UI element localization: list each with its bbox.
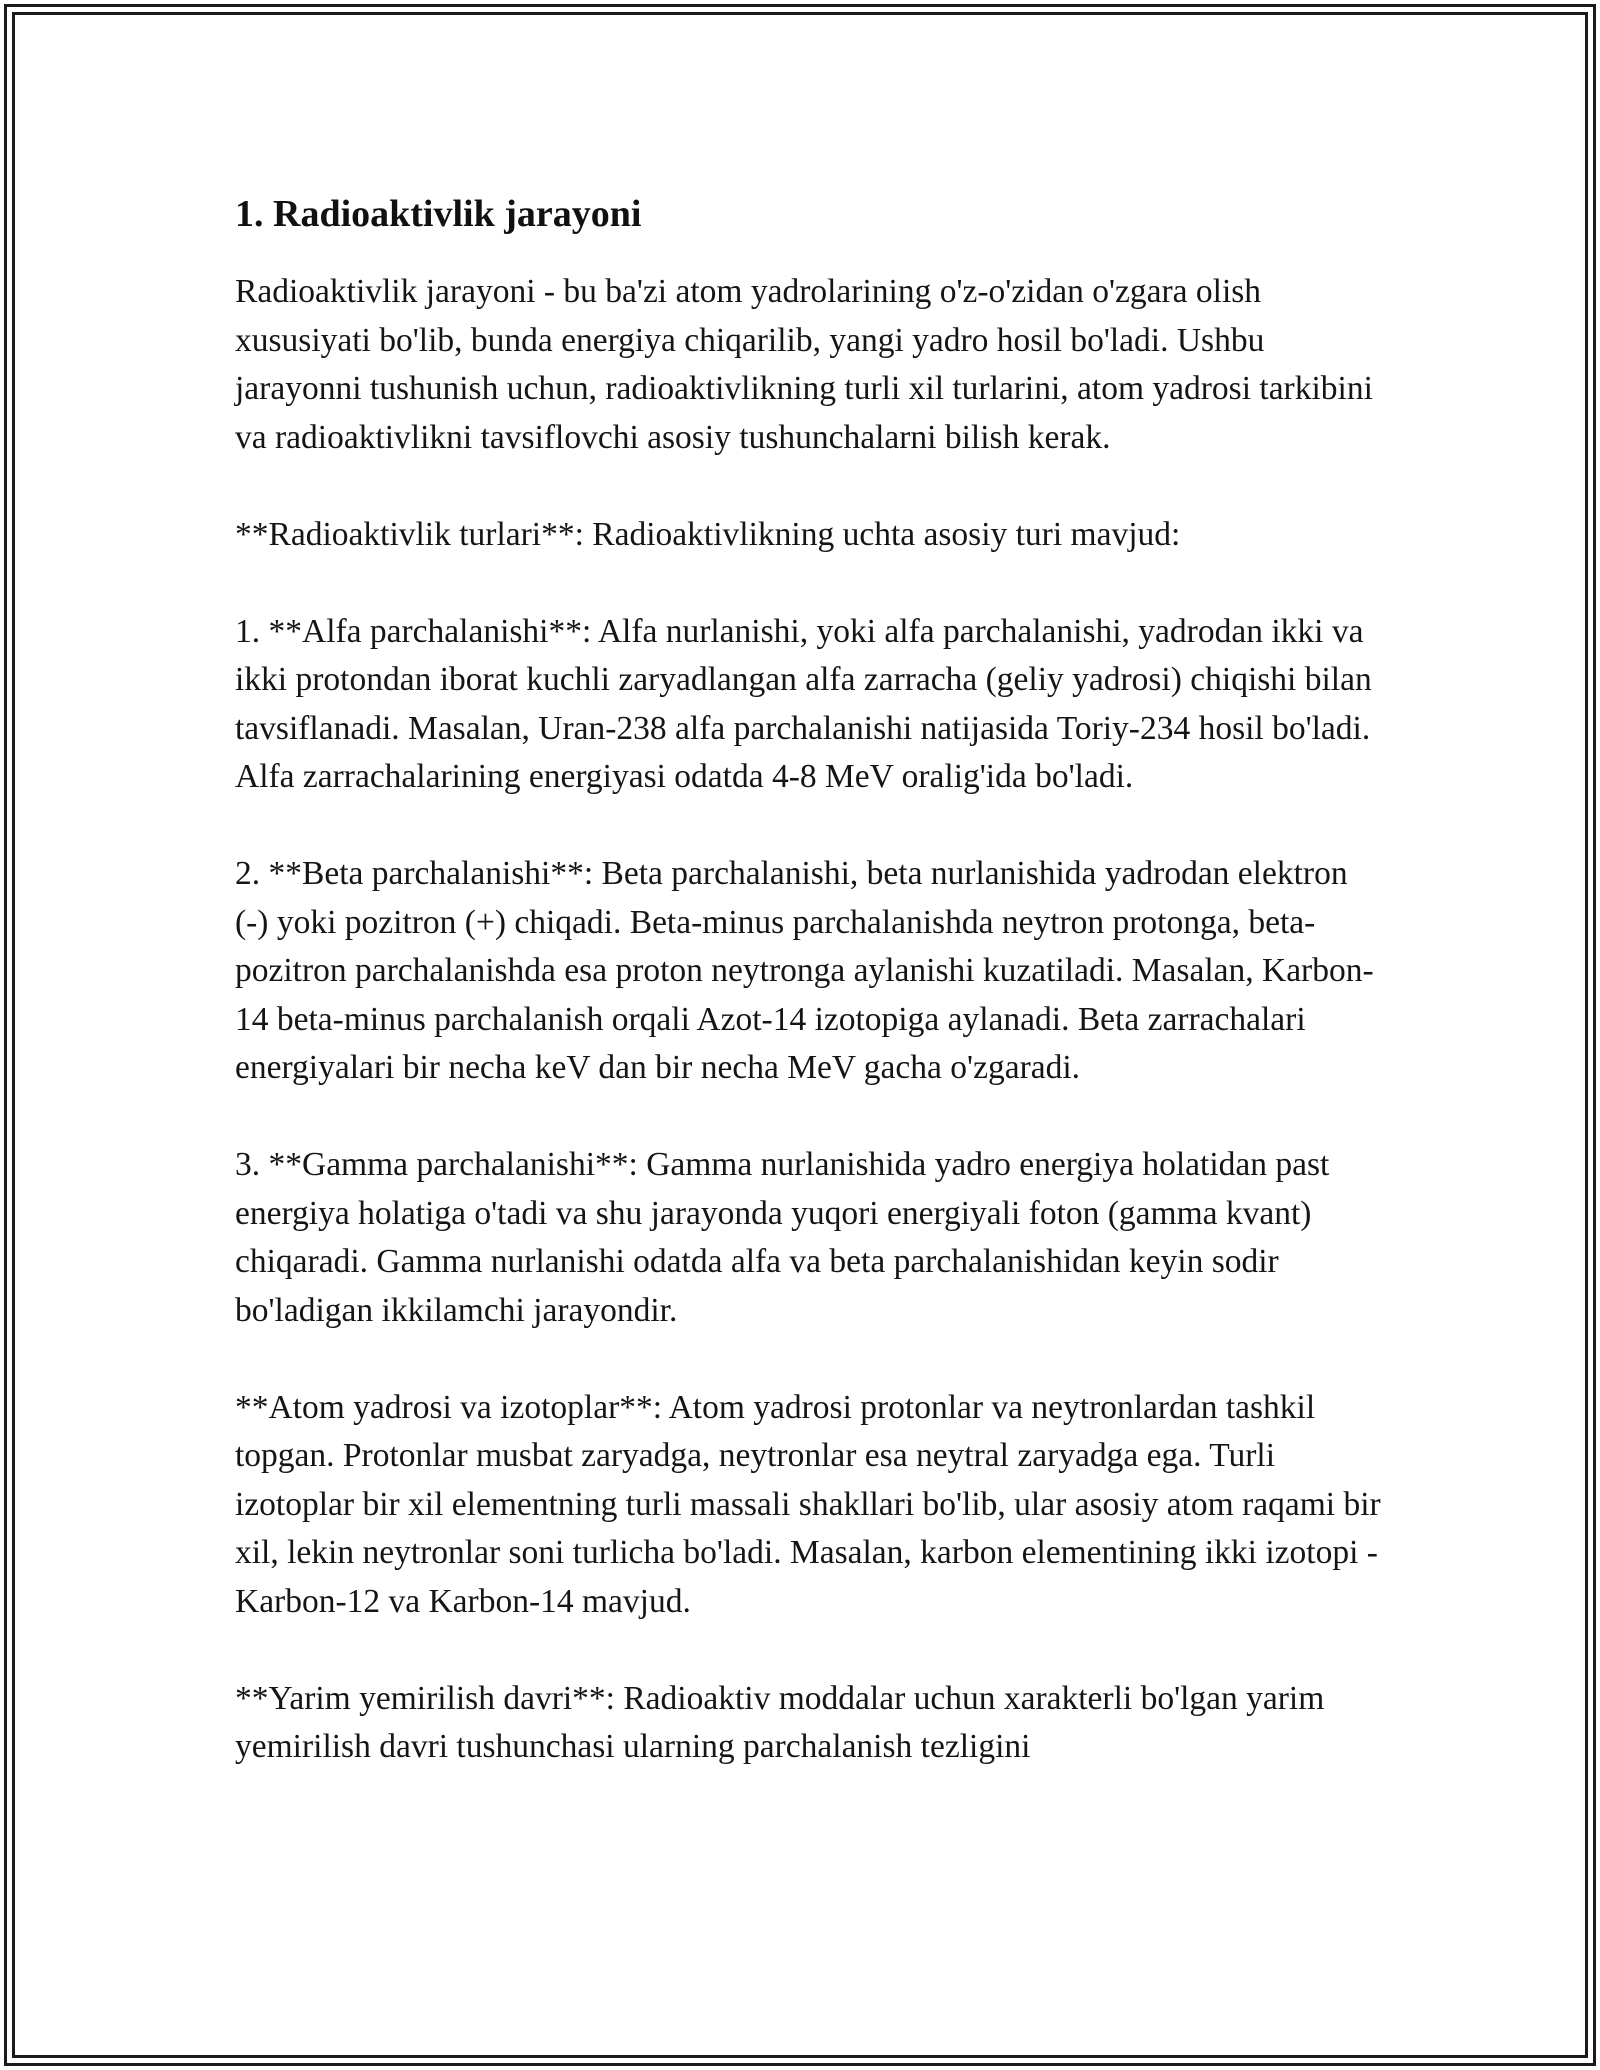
paragraph-beta-decay: 2. **Beta parchalanishi**: Beta parchalanishi, beta nurlanishida yadrodan elektron (-) yoki pozitron (+) chiqadi. Beta-minus parchalanishda neytron protonga, beta-pozitron parchalanishda esa proton neytronga aylanishi kuzatiladi. Masalan, Karbon-14 beta-minus parchalanish orqali Azot-14 izotopiga aylanadi. Beta zarrachalari energiyalari bir necha keV dan bir necha MeV gacha o'zgaradi. <box>235 855 1374 1086</box>
paragraph-intro: Radioaktivlik jarayoni - bu ba'zi atom yadrolarining o'z-o'zidan o'zgara olish xususiyati bo'lib, bunda energiya chiqarilib, yangi yadro hosil bo'ladi. Ushbu jarayonni tushunish uchun, radioaktivlikning turli xil turlarini, atom yadrosi tarkibini va radioaktivlikni tavsiflovchi asosiy tushunchalarni bilish kerak. <box>235 273 1373 456</box>
section-heading: 1. Radioaktivlik jarayoni <box>235 193 642 235</box>
paragraph-types-intro: **Radioaktivlik turlari**: Radioaktivlikning uchta asosiy turi mavjud: <box>235 515 1181 553</box>
document-body <box>235 188 1385 1820</box>
paragraph-alpha-decay: 1. **Alfa parchalanishi**: Alfa nurlanishi, yoki alfa parchalanishi, yadrodan ikki va ikki protondan iborat kuchli zaryadlangan alfa zarracha (geliy yadrosi) chiqishi bilan tavsiflanadi. Masalan, Uran-238 alfa parchalanishi natijasida Toriy-234 hosil bo'ladi. Alfa zarrachalarining energiyasi odatda 4-8 MeV oralig'ida bo'ladi. <box>235 612 1372 795</box>
paragraph-gamma-decay: 3. **Gamma parchalanishi**: Gamma nurlanishida yadro energiya holatidan past energiya holatiga o'tadi va shu jarayonda yuqori energiyali foton (gamma kvant) chiqaradi. Gamma nurlanishi odatda alfa va beta parchalanishidan keyin sodir bo'ladigan ikkilamchi jarayondir. <box>235 1146 1330 1329</box>
paragraph-half-life: **Yarim yemirilish davri**: Radioaktiv moddalar uchun xarakterli bo'lgan yarim yemirilish davri tushunchasi ularning parchalanish tezligini <box>235 1679 1325 1765</box>
paragraph-nucleus-isotopes: **Atom yadrosi va izotoplar**: Atom yadrosi protonlar va neytronlardan tashkil topgan. Protonlar musbat zaryadga, neytronlar esa neytral zaryadga ega. Turli izotoplar bir xil elementning turli massali shakllari bo'lib, ular asosiy atom raqami bir xil, lekin neytronlar soni turlicha bo'ladi. Masalan, karbon elementining ikki izotopi - Karbon-12 va Karbon-14 mavjud. <box>235 1388 1381 1620</box>
